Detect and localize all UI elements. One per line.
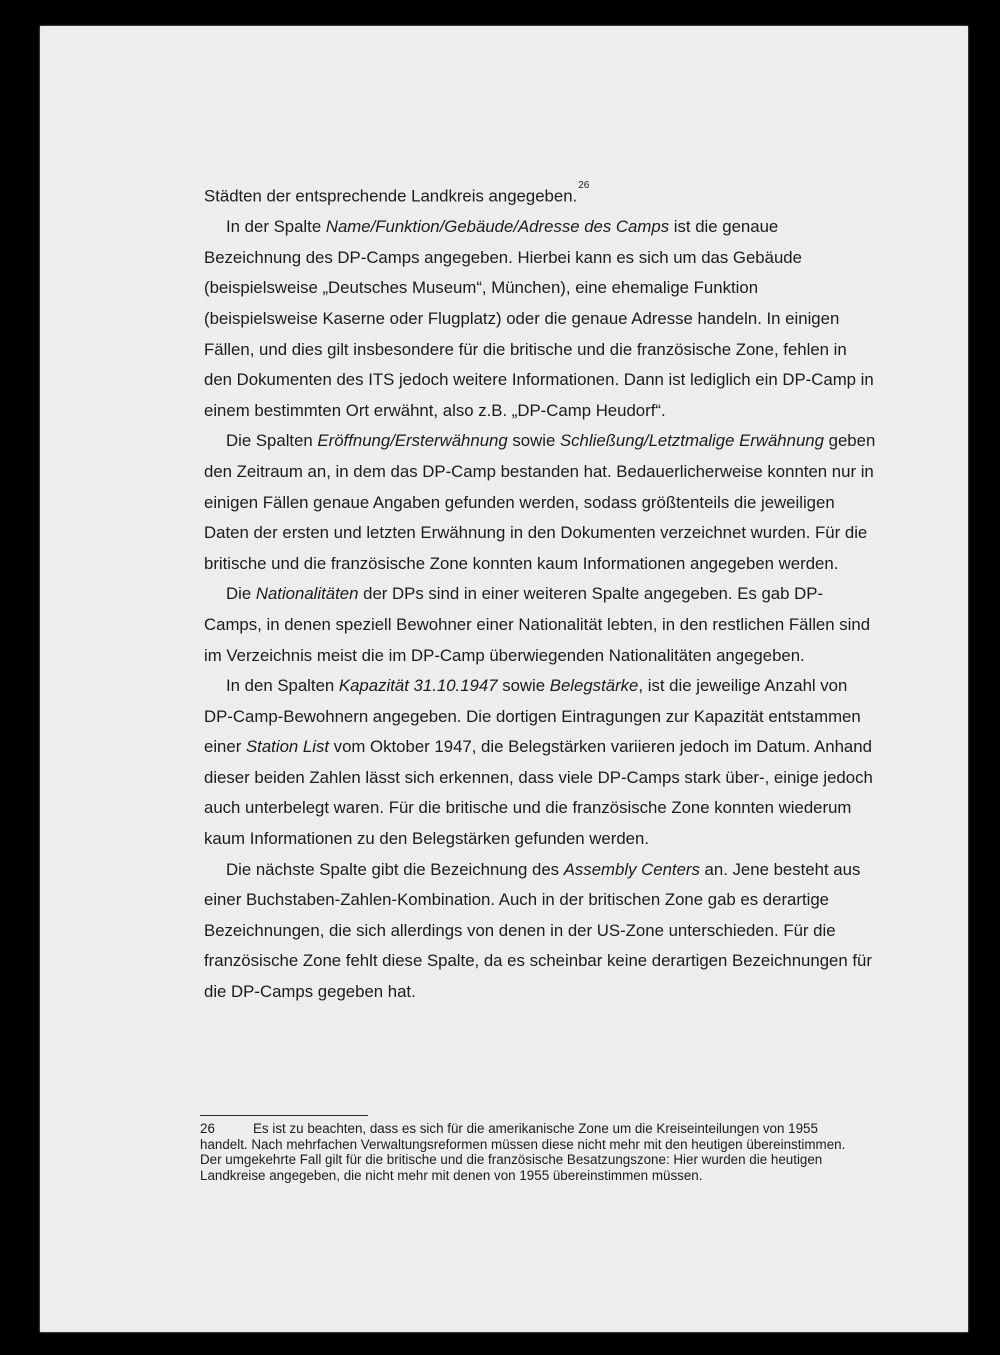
paragraph-2 <box>204 212 876 426</box>
italic-term: Nationalitäten <box>255 584 359 604</box>
paragraph-text: sowie <box>507 431 560 451</box>
paragraph-text: vom Oktober 1947, die Belegstärken variieren jedoch im Datum. Anhand dieser beiden Zahlen lässt sich erkennen, dass viele DP-Camps stark über-, einige jedoch auch unterbelegt waren. Für die britische und die französische Zone konnten wiederum kaum Informationen zu den Belegstärken gefunden werden. <box>204 737 873 849</box>
footnote <box>200 1121 868 1183</box>
footnote-text: Es ist zu beachten, dass es sich für die amerikanische Zone um die Kreiseinteilungen von 1955 handelt. Nach mehrfachen Verwaltungsreformen müssen diese nicht mehr mit den heutigen übereinstimmen. Der umgekehrte Fall gilt für die britische und die französische Besatzungszone: Hier wurden die heutigen Landkreise angegeben, die nicht mehr mit denen von 1955 übereinstimmen müssen. <box>200 1121 846 1183</box>
paragraph-text: geben den Zeitraum an, in dem das DP-Camp bestanden hat. Bedauerlicherweise konnten nur in einigen Fällen genaue Angaben gefunden werden, sodass größtenteils die jeweiligen Daten der ersten und letzten Erwähnung in den Dokumenten verzeichnet wurden. Für die britische und die französische Zone konnten kaum Informationen angegeben werden. <box>204 431 876 573</box>
italic-term: Schließung/Letztmalige Erwähnung <box>559 431 824 451</box>
paragraph-4 <box>204 579 876 671</box>
italic-term: Name/Funktion/Gebäude/Adresse des Camps <box>325 217 670 237</box>
footnote-number: 26 <box>200 1121 215 1136</box>
paragraph-5 <box>204 671 876 855</box>
paragraph-1 <box>204 178 876 212</box>
italic-term: Assembly Centers <box>563 859 700 879</box>
paragraph-text: Die <box>226 584 256 604</box>
paragraph-text: an. Jene besteht aus einer Buchstaben-Zahlen-Kombination. Auch in der britischen Zone gab es derartige Bezeichnungen, die sich allerdings von denen in der US-Zone unterschieden. Für die französische Zone fehlt diese Spalte, da es scheinbar keine derartigen Bezeichnungen für die DP-Camps gegeben hat. <box>204 859 872 1002</box>
italic-term: Belegstärke <box>549 676 639 696</box>
document-page <box>40 26 968 1332</box>
footnote-separator <box>200 1115 368 1116</box>
paragraph-text: In den Spalten <box>226 676 339 696</box>
paragraph-6 <box>204 855 876 1008</box>
paragraph-text: , ist die jeweilige Anzahl von DP-Camp-Bewohnern angegeben. Die dortigen Eintragungen zur Kapazität entstammen einer <box>204 676 861 757</box>
italic-term: Station List <box>245 737 330 757</box>
italic-term: Kapazität 31.10.1947 <box>338 676 498 696</box>
paragraph-text: Die Spalten <box>226 431 318 451</box>
italic-term: Eröffnung/Ersterwähnung <box>317 431 508 451</box>
paragraph-text: Die nächste Spalte gibt die Bezeichnung des <box>226 859 564 879</box>
paragraph-text: ist die genaue Bezeichnung des DP-Camps angegeben. Hierbei kann es sich um das Gebäude (beispielsweise „Deutsches Museum“, München), eine ehemalige Funktion (beispielsweise Kaserne oder Flugplatz) oder die genaue Adresse handeln. In einigen Fällen, und dies gilt insbesondere für die britische und die französische Zone, fehlen in den Dokumenten des ITS jedoch weitere Informationen. Dann ist lediglich ein DP-Camp in einem bestimmten Ort erwähnt, also z.B. „DP-Camp Heudorf“. <box>204 217 874 420</box>
paragraph-3 <box>204 426 876 579</box>
footnote-reference: 26 <box>578 180 590 191</box>
paragraph-text: Städten der entsprechende Landkreis angegeben. <box>204 186 578 206</box>
paragraph-text: In der Spalte <box>226 217 326 237</box>
body-text <box>204 178 876 1008</box>
paragraph-text: der DPs sind in einer weiteren Spalte angegeben. Es gab DP-Camps, in denen speziell Bewohner einer Nationalität lebten, in den restlichen Fällen sind im Verzeichnis meist die im DP-Camp überwiegenden Nationalitäten angegeben. <box>204 584 871 665</box>
paragraph-text: sowie <box>497 676 550 696</box>
